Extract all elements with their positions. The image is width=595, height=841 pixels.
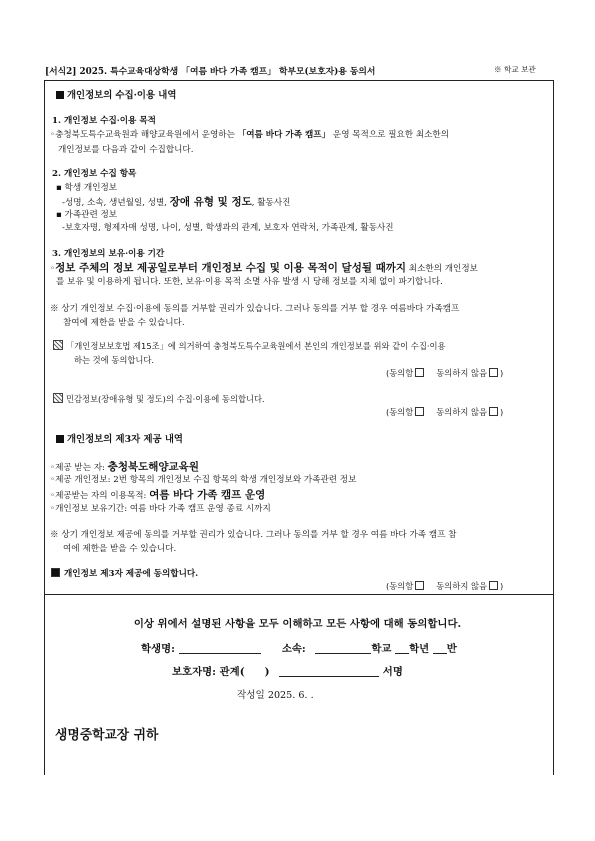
consent-personal-info-2: 하는 것에 동의합니다. bbox=[74, 355, 155, 365]
checked-box-icon bbox=[51, 568, 60, 577]
disagree-checkbox-3[interactable] bbox=[489, 581, 498, 590]
consent-personal-info: 「개인정보보호법 제15조」에 의거하여 충청북도특수교육원에서 본인의 개인정보를 위와 같이 수집·이용 bbox=[53, 340, 446, 352]
section2-heading: 개인정보의 제3자 제공 내역 bbox=[56, 431, 183, 445]
consent3-options: (동의함 동의하지 않음 ) bbox=[386, 581, 504, 591]
refusal-notice-2: ※ 상기 개인정보 제공에 동의를 거부할 권리가 있습니다. 그러나 동의를 거부 할 경우 여름 바다 가족 캠프 참 bbox=[50, 530, 457, 540]
period-line2: 를 보유 및 이용하게 됩니다. 또한, 보유·이용 목적 소멸 사유 발생 시 당해 정보를 지체 없이 파기합니다. bbox=[56, 277, 443, 287]
consent-sensitive-info: 민감정보(장애유형 및 정도)의 수집·이용에 동의합니다. bbox=[53, 393, 265, 405]
purpose-row: ◦제공받는 자의 이용목적: 여름 바다 가족 캠프 운영 bbox=[50, 489, 266, 501]
section1-heading: 개인정보의 수집·이용 내역 bbox=[56, 87, 176, 101]
form-title: [서식2] 2025. 특수교육대상학생 「여름 바다 가족 캠프」 학부모(보호자)용 동의서 bbox=[45, 67, 376, 77]
purpose-line2: 개인정보를 다음과 같이 수집합니다. bbox=[58, 145, 194, 155]
relation-field[interactable] bbox=[245, 668, 265, 677]
addressee: 생명중학교장 귀하 bbox=[55, 728, 159, 743]
items-title: 2. 개인정보 수집 항목 bbox=[52, 169, 137, 179]
consent1-options: (동의함 동의하지 않음 ) bbox=[386, 368, 504, 378]
guardian-row: 보호자명: 관계( ) 서명 bbox=[172, 666, 403, 678]
consent-third-party: 개인정보 제3자 제공에 동의합니다. bbox=[51, 567, 198, 579]
hatched-box-icon bbox=[53, 393, 63, 403]
grade-field[interactable] bbox=[395, 644, 409, 654]
refusal-notice-2b: 여에 제한을 받을 수 있습니다. bbox=[63, 544, 177, 554]
period-line1: ◦정보 주체의 정보 제공일로부터 개인정보 수집 및 이용 목적이 달성될 때까지 최소한의 개인정보 bbox=[50, 262, 478, 274]
disagree-checkbox-2[interactable] bbox=[489, 407, 498, 416]
section-divider bbox=[44, 594, 553, 595]
student-row: 학생명: 소속: 학교 학년 반 bbox=[141, 643, 457, 655]
hatched-box-icon bbox=[53, 340, 63, 350]
period-title: 3. 개인정보의 보유·이용 기간 bbox=[52, 249, 165, 259]
family-info-label: ▪ 가족관련 정보 bbox=[56, 210, 118, 220]
class-field[interactable] bbox=[433, 644, 447, 654]
consent2-options: (동의함 동의하지 않음 ) bbox=[386, 407, 504, 417]
guardian-name-field[interactable] bbox=[279, 667, 379, 677]
agree-checkbox-2[interactable] bbox=[415, 407, 424, 416]
school-field[interactable] bbox=[315, 644, 371, 654]
black-square-icon bbox=[56, 91, 64, 99]
agree-checkbox-3[interactable] bbox=[415, 581, 424, 590]
storage-note: ※ 학교 보관 bbox=[494, 65, 536, 74]
disagree-checkbox-1[interactable] bbox=[489, 368, 498, 377]
agreement-statement: 이상 위에서 설명된 사항을 모두 이해하고 모든 사항에 대해 동의합니다. bbox=[133, 618, 462, 630]
student-info-detail: -성명, 소속, 생년월일, 성별, 장애 유형 및 정도, 활동사진 bbox=[62, 196, 291, 208]
date-line: 작성일 2025. 6. . bbox=[237, 690, 314, 701]
agree-checkbox-1[interactable] bbox=[415, 368, 424, 377]
purpose-line1: ◦충청북도특수교육원과 해양교육원에서 운영하는 「여름 바다 가족 캠프」 운영 목적으로 필요한 최소한의 bbox=[50, 130, 450, 140]
purpose-title: 1. 개인정보 수집·이용 목적 bbox=[52, 116, 156, 126]
refusal-notice-1: ※ 상기 개인정보 수집·이용에 동의를 거부할 권리가 있습니다. 그러나 동의를 거부 할 경우 여름바다 가족캠프 bbox=[50, 304, 460, 314]
black-square-icon bbox=[56, 435, 64, 443]
student-name-field[interactable] bbox=[179, 644, 261, 654]
refusal-notice-1b: 참여에 제한을 받을 수 있습니다. bbox=[63, 318, 185, 328]
recipient-row: ◦제공 받는 자: 충청북도해양교육원 bbox=[50, 461, 199, 473]
retention-row: ◦개인정보 보유기간: 여름 바다 가족 캠프 운영 종료 시까지 bbox=[50, 504, 271, 514]
student-info-label: ▪ 학생 개인정보 bbox=[56, 183, 118, 193]
family-info-detail: -보호자명, 형제자매 성명, 나이, 성별, 학생과의 관계, 보호자 연락처, 가족관계, 활동사진 bbox=[62, 223, 394, 233]
provided-info-row: ◦제공 개인정보: 2번 항목의 개인정보 수집 항목의 학생 개인정보와 가족관련 정보 bbox=[50, 475, 357, 485]
